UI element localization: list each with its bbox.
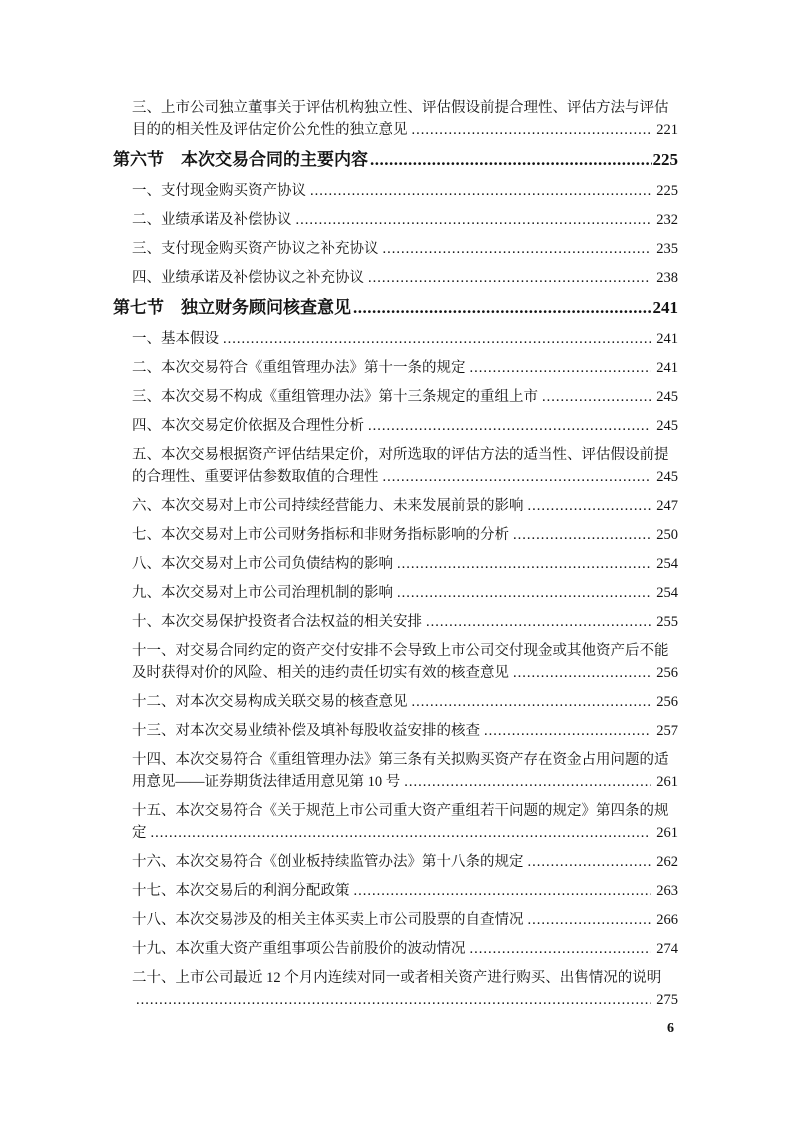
toc-line bbox=[132, 495, 678, 517]
toc-line: 三、上市公司独立董事关于评估机构独立性、评估假设前提合理性、评估方法与评估 bbox=[132, 100, 669, 116]
toc-item-entry bbox=[113, 180, 678, 202]
dot-leader bbox=[542, 386, 651, 408]
toc-section-number: 第六节 bbox=[113, 150, 164, 169]
toc-line bbox=[132, 209, 678, 231]
toc-page-number: 262 bbox=[656, 854, 678, 870]
toc-item-text: 七、本次交易对上市公司财务指标和非财务指标影响的分析 bbox=[132, 527, 509, 543]
toc-line bbox=[132, 180, 678, 202]
toc-line bbox=[132, 386, 678, 408]
dot-leader bbox=[310, 180, 651, 202]
toc-section-entry bbox=[113, 148, 678, 172]
toc-item-entry bbox=[113, 800, 678, 844]
toc-item-text: 十九、本次重大资产重组事项公告前股价的波动情况 bbox=[132, 941, 466, 957]
toc-item-text: 十二、对本次交易构成关联交易的核查意见 bbox=[132, 694, 408, 710]
toc-item-entry bbox=[113, 415, 678, 437]
toc-page-number: 256 bbox=[656, 665, 678, 681]
toc-line: 十四、本次交易符合《重组管理办法》第三条有关拟购买资产存在资金占用问题的适 bbox=[132, 752, 669, 768]
toc-item-entry bbox=[113, 444, 678, 488]
toc-line bbox=[132, 524, 678, 546]
toc-line bbox=[132, 582, 678, 604]
toc-page-number: 232 bbox=[656, 212, 678, 228]
toc-item-text: 十三、对本次交易业绩补偿及填补每股收益安排的核查 bbox=[132, 723, 480, 739]
toc-item-text: 四、本次交易定价依据及合理性分析 bbox=[132, 418, 364, 434]
toc-line bbox=[132, 328, 678, 350]
toc-item-entry bbox=[113, 267, 678, 289]
toc-page-number: 261 bbox=[656, 774, 678, 790]
toc-item-entry bbox=[113, 357, 678, 379]
toc-item-text: 三、支付现金购买资产协议之补充协议 bbox=[132, 241, 379, 257]
toc-line bbox=[132, 238, 678, 260]
toc-page-number: 225 bbox=[652, 150, 678, 169]
toc-item-entry bbox=[113, 691, 678, 713]
toc-item-text: 二、本次交易符合《重组管理办法》第十一条的规定 bbox=[132, 360, 466, 376]
toc-section-entry bbox=[113, 296, 678, 320]
toc-item-text: 八、本次交易对上市公司负债结构的影响 bbox=[132, 556, 393, 572]
toc-page-number: 238 bbox=[656, 270, 678, 286]
dot-leader bbox=[354, 880, 652, 902]
toc-page-number: 254 bbox=[656, 556, 678, 572]
toc-item-text: 的合理性、重要评估参数取值的合理性 bbox=[132, 469, 379, 485]
dot-leader bbox=[470, 938, 652, 960]
toc-item-entry bbox=[113, 938, 678, 960]
toc-page-number: 250 bbox=[656, 527, 678, 543]
toc-item-text: 及时获得对价的风险、相关的违约责任切实有效的核查意见 bbox=[132, 665, 509, 681]
toc-item-entry bbox=[113, 328, 678, 350]
toc-line bbox=[113, 296, 678, 320]
toc-item-entry bbox=[113, 749, 678, 793]
toc-line bbox=[132, 851, 678, 873]
toc-line bbox=[132, 880, 678, 902]
toc-line bbox=[132, 938, 678, 960]
toc-item-entry bbox=[113, 582, 678, 604]
toc-line bbox=[132, 466, 678, 488]
dot-leader bbox=[353, 296, 652, 320]
toc-item-text: 十六、本次交易符合《创业板持续监管办法》第十八条的规定 bbox=[132, 854, 524, 870]
toc-item-entry bbox=[113, 851, 678, 873]
dot-leader bbox=[470, 357, 652, 379]
toc-line: 十五、本次交易符合《关于规范上市公司重大资产重组若干问题的规定》第四条的规 bbox=[132, 803, 669, 819]
dot-leader bbox=[370, 148, 652, 172]
toc-item-text: 定 bbox=[132, 825, 147, 841]
dot-leader bbox=[383, 466, 652, 488]
toc-item-text: 四、业绩承诺及补偿协议之补充协议 bbox=[132, 270, 364, 286]
dot-leader bbox=[513, 524, 651, 546]
toc-line bbox=[113, 148, 678, 172]
dot-leader bbox=[397, 582, 651, 604]
toc-line bbox=[132, 822, 678, 844]
toc-section-title: 本次交易合同的主要内容 bbox=[181, 150, 368, 169]
dot-leader bbox=[404, 771, 651, 793]
toc-page-number: 266 bbox=[656, 912, 678, 928]
toc-page-number: 235 bbox=[656, 241, 678, 257]
dot-leader bbox=[528, 851, 652, 873]
toc-section-number: 第七节 bbox=[113, 298, 164, 317]
toc-item-text: 十八、本次交易涉及的相关主体买卖上市公司股票的自查情况 bbox=[132, 912, 524, 928]
toc-item-text: 一、基本假设 bbox=[132, 331, 219, 347]
toc-item-text: 二、业绩承诺及补偿协议 bbox=[132, 212, 292, 228]
toc-page-number: 256 bbox=[656, 694, 678, 710]
toc-page-number: 255 bbox=[656, 614, 678, 630]
dot-leader bbox=[513, 662, 651, 684]
toc-page-number: 245 bbox=[656, 469, 678, 485]
dot-leader bbox=[151, 822, 652, 844]
dot-leader bbox=[528, 909, 652, 931]
toc-line: 五、本次交易根据资产评估结果定价，对所选取的评估方法的适当性、评估假设前提 bbox=[132, 447, 669, 463]
toc-line bbox=[132, 357, 678, 379]
toc-line bbox=[132, 553, 678, 575]
toc-item-entry bbox=[113, 720, 678, 742]
toc-page-number: 225 bbox=[656, 183, 678, 199]
toc-line: 十一、对交易合同约定的资产交付安排不会导致上市公司交付现金或其他资产后不能 bbox=[132, 643, 669, 659]
toc-page-number: 221 bbox=[656, 122, 678, 138]
toc-line bbox=[132, 909, 678, 931]
dot-leader bbox=[484, 720, 651, 742]
toc-page-number: 254 bbox=[656, 585, 678, 601]
toc-item-entry bbox=[113, 967, 678, 1011]
toc-item-text: 十、本次交易保护投资者合法权益的相关安排 bbox=[132, 614, 422, 630]
toc-item-text: 用意见——证券期货法律适用意见第 10 号 bbox=[132, 774, 401, 790]
toc-item-entry bbox=[113, 909, 678, 931]
toc-item-text: 九、本次交易对上市公司治理机制的影响 bbox=[132, 585, 393, 601]
toc-item-text: 三、本次交易不构成《重组管理办法》第十三条规定的重组上市 bbox=[132, 389, 538, 405]
toc-item-entry bbox=[113, 553, 678, 575]
toc-section-title: 独立财务顾问核查意见 bbox=[181, 298, 351, 317]
toc-line bbox=[132, 771, 678, 793]
toc-page-number: 257 bbox=[656, 723, 678, 739]
toc-line: 二十、上市公司最近 12 个月内连续对同一或者相关资产进行购买、出售情况的说明 bbox=[132, 970, 662, 986]
dot-leader bbox=[368, 267, 651, 289]
toc-page-number: 263 bbox=[656, 883, 678, 899]
toc-page-number: 247 bbox=[656, 498, 678, 514]
toc-line bbox=[132, 691, 678, 713]
dot-leader bbox=[397, 553, 651, 575]
toc-line bbox=[132, 989, 678, 1011]
toc-list bbox=[113, 97, 678, 1011]
toc-line bbox=[132, 720, 678, 742]
dot-leader bbox=[223, 328, 651, 350]
toc-line bbox=[132, 662, 678, 684]
toc-item-entry bbox=[113, 386, 678, 408]
dot-leader bbox=[383, 238, 652, 260]
toc-item-text: 十七、本次交易后的利润分配政策 bbox=[132, 883, 350, 899]
dot-leader bbox=[136, 989, 651, 1011]
toc-page-number: 261 bbox=[656, 825, 678, 841]
toc-item-entry bbox=[113, 880, 678, 902]
toc-item-text: 目的的相关性及评估定价公允性的独立意见 bbox=[132, 122, 408, 138]
dot-leader bbox=[426, 611, 651, 633]
toc-item-entry bbox=[113, 495, 678, 517]
toc-line bbox=[132, 611, 678, 633]
toc-item-entry bbox=[113, 97, 678, 141]
toc-item-entry bbox=[113, 640, 678, 684]
toc-item-entry bbox=[113, 209, 678, 231]
toc-page-number: 275 bbox=[656, 992, 678, 1008]
toc-line bbox=[132, 119, 678, 141]
toc-page-number: 245 bbox=[656, 389, 678, 405]
dot-leader bbox=[528, 495, 652, 517]
dot-leader bbox=[412, 691, 652, 713]
toc-page-number: 241 bbox=[652, 298, 678, 317]
toc-page-number: 241 bbox=[656, 360, 678, 376]
toc-page-number: 245 bbox=[656, 418, 678, 434]
dot-leader bbox=[368, 415, 651, 437]
toc-line bbox=[132, 415, 678, 437]
dot-leader bbox=[412, 119, 652, 141]
toc-item-entry bbox=[113, 238, 678, 260]
toc-page-number: 241 bbox=[656, 331, 678, 347]
toc-item-text: 六、本次交易对上市公司持续经营能力、未来发展前景的影响 bbox=[132, 498, 524, 514]
footer-page-number: 6 bbox=[667, 1021, 674, 1036]
toc-line bbox=[132, 267, 678, 289]
toc-page-number: 274 bbox=[656, 941, 678, 957]
toc-item-text: 一、支付现金购买资产协议 bbox=[132, 183, 306, 199]
dot-leader bbox=[296, 209, 652, 231]
toc-item-entry bbox=[113, 611, 678, 633]
toc-item-entry bbox=[113, 524, 678, 546]
